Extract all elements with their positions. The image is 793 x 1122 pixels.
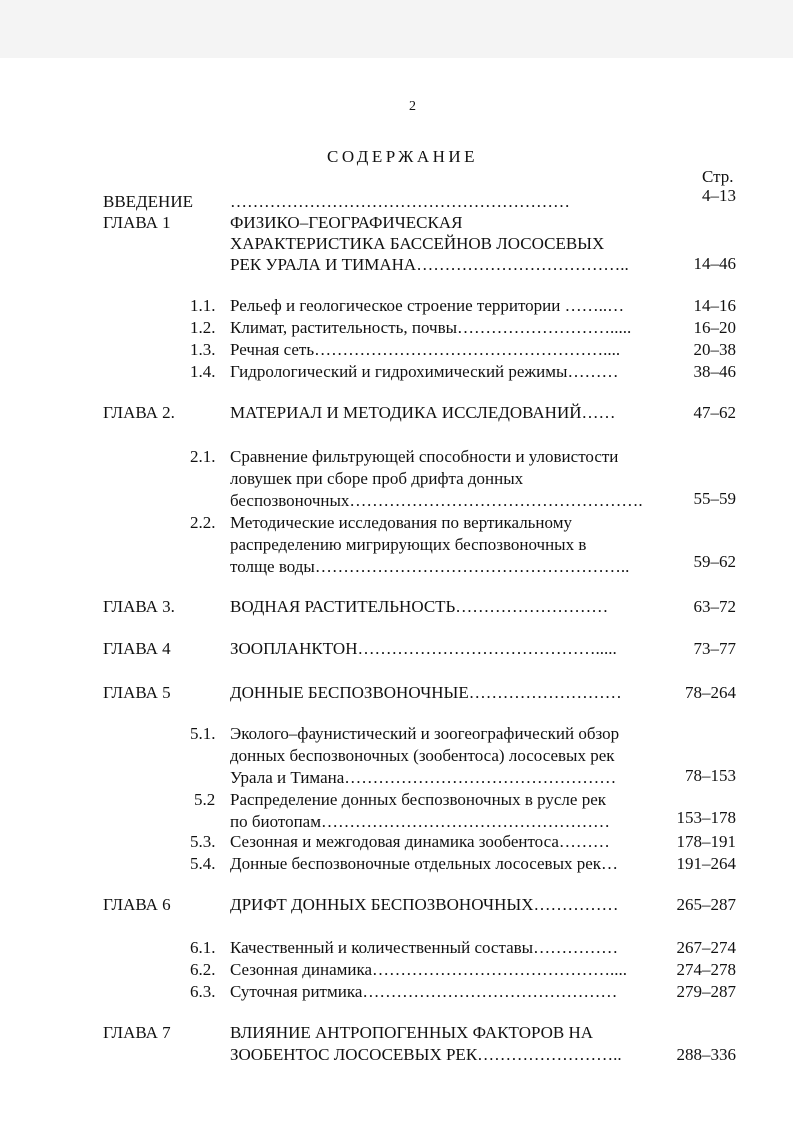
entry-pages: 73–77 <box>693 639 736 658</box>
page-title: СОДЕРЖАНИЕ <box>327 147 479 166</box>
entry-pages: 16–20 <box>693 318 736 337</box>
entry-pages: 153–178 <box>676 808 736 827</box>
entry-pages: 265–287 <box>676 895 736 914</box>
entry-label: 6.1. <box>190 938 216 957</box>
entry-text: ДОННЫЕ БЕСПОЗВОНОЧНЫЕ……………………… <box>230 683 622 702</box>
page-column-header: Стр. <box>702 167 734 186</box>
entry-label: ГЛАВА 7 <box>103 1023 171 1042</box>
entry-pages: 191–264 <box>676 854 736 873</box>
entry-text: Суточная ритмика……………………………………… <box>230 982 618 1001</box>
entry-text: Сравнение фильтрующей способности и уловистости <box>230 447 619 466</box>
entry-text: …………………………………………………… <box>230 192 570 211</box>
entry-pages: 78–153 <box>685 766 736 785</box>
entry-text: Сезонная и межгодовая динамика зообентоса……… <box>230 832 610 851</box>
entry-label: 2.2. <box>190 513 216 532</box>
entry-text: распределению мигрирующих беспозвоночных в <box>230 535 587 554</box>
entry-label: 5.1. <box>190 724 216 743</box>
page-number: 2 <box>409 99 416 114</box>
entry-pages: 55–59 <box>693 489 736 508</box>
entry-pages: 78–264 <box>685 683 736 702</box>
entry-text: ЗООПЛАНКТОН……………………………………..... <box>230 639 617 658</box>
entry-label: 5.4. <box>190 854 216 873</box>
entry-text: ФИЗИКО–ГЕОГРАФИЧЕСКАЯ <box>230 213 463 232</box>
entry-text: Донные беспозвоночные отдельных лососевых рек… <box>230 854 619 873</box>
entry-pages: 20–38 <box>693 340 736 359</box>
entry-label: ГЛАВА 2. <box>103 403 175 422</box>
entry-text: Методические исследования по вертикальному <box>230 513 572 532</box>
entry-text: ловушек при сборе проб дрифта донных <box>230 469 524 488</box>
entry-label: ГЛАВА 4 <box>103 639 171 658</box>
entry-text: Гидрологический и гидрохимический режимы……… <box>230 362 619 381</box>
entry-text: Речная сеть…………………………………………….... <box>230 340 621 359</box>
entry-text: Эколого–фаунистический и зоогеографический обзор <box>230 724 620 743</box>
entry-text: ВЛИЯНИЕ АНТРОПОГЕННЫХ ФАКТОРОВ НА <box>230 1023 594 1042</box>
entry-label: 5.3. <box>190 832 216 851</box>
entry-text: Рельеф и геологическое строение территории ……..… <box>230 296 625 315</box>
entry-label: ГЛАВА 3. <box>103 597 175 616</box>
entry-text: Сезонная динамика…………………………………….... <box>230 960 628 979</box>
entry-label: 6.3. <box>190 982 216 1001</box>
entry-text: ЗООБЕНТОС ЛОСОСЕВЫХ РЕК…………………….. <box>230 1045 622 1064</box>
entry-label: ГЛАВА 6 <box>103 895 171 914</box>
entry-text: Урала и Тимана………………………………………… <box>230 768 617 787</box>
entry-pages: 279–287 <box>676 982 736 1001</box>
entry-pages: 47–62 <box>693 403 736 422</box>
entry-text: Распределение донных беспозвоночных в русле рек <box>230 790 607 809</box>
entry-pages: 63–72 <box>693 597 736 616</box>
entry-label: 1.3. <box>190 340 216 359</box>
entry-pages: 14–46 <box>693 254 736 273</box>
entry-label: ГЛАВА 1 <box>103 213 171 232</box>
entry-pages: 59–62 <box>693 552 736 571</box>
entry-text: беспозвоночных……………………………………………. <box>230 491 643 510</box>
entry-text: Климат, растительность, почвы………………………..... <box>230 318 632 337</box>
entry-pages: 4–13 <box>702 186 736 205</box>
entry-label: 6.2. <box>190 960 216 979</box>
entry-text: РЕК УРАЛА И ТИМАНА……………………………….. <box>230 255 629 274</box>
entry-label: 5.2 <box>194 790 216 809</box>
entry-text: ВОДНАЯ РАСТИТЕЛЬНОСТЬ……………………… <box>230 597 609 616</box>
entry-text: ХАРАКТЕРИСТИКА БАССЕЙНОВ ЛОСОСЕВЫХ <box>230 234 605 253</box>
entry-pages: 288–336 <box>676 1045 736 1064</box>
entry-text: толще воды……………………………………………….. <box>230 557 630 576</box>
entry-pages: 274–278 <box>676 960 736 979</box>
entry-pages: 267–274 <box>676 938 736 957</box>
entry-text: МАТЕРИАЛ И МЕТОДИКА ИССЛЕДОВАНИЙ…… <box>230 403 616 422</box>
entry-label: 1.2. <box>190 318 216 337</box>
entry-label: 2.1. <box>190 447 216 466</box>
scan-margin <box>0 0 793 58</box>
entry-text: донных беспозвоночных (зообентоса) лососевых рек <box>230 746 615 765</box>
entry-label: 1.1. <box>190 296 216 315</box>
entry-pages: 14–16 <box>693 296 736 315</box>
entry-label: ВВЕДЕНИЕ <box>103 192 193 211</box>
entry-pages: 178–191 <box>676 832 736 851</box>
entry-text: Качественный и количественный составы…………… <box>230 938 619 957</box>
entry-label: 1.4. <box>190 362 216 381</box>
entry-label: ГЛАВА 5 <box>103 683 171 702</box>
entry-text: по биотопам…………………………………………… <box>230 812 610 831</box>
entry-text: ДРИФТ ДОННЫХ БЕСПОЗВОНОЧНЫХ…………… <box>230 895 619 914</box>
entry-pages: 38–46 <box>693 362 736 381</box>
